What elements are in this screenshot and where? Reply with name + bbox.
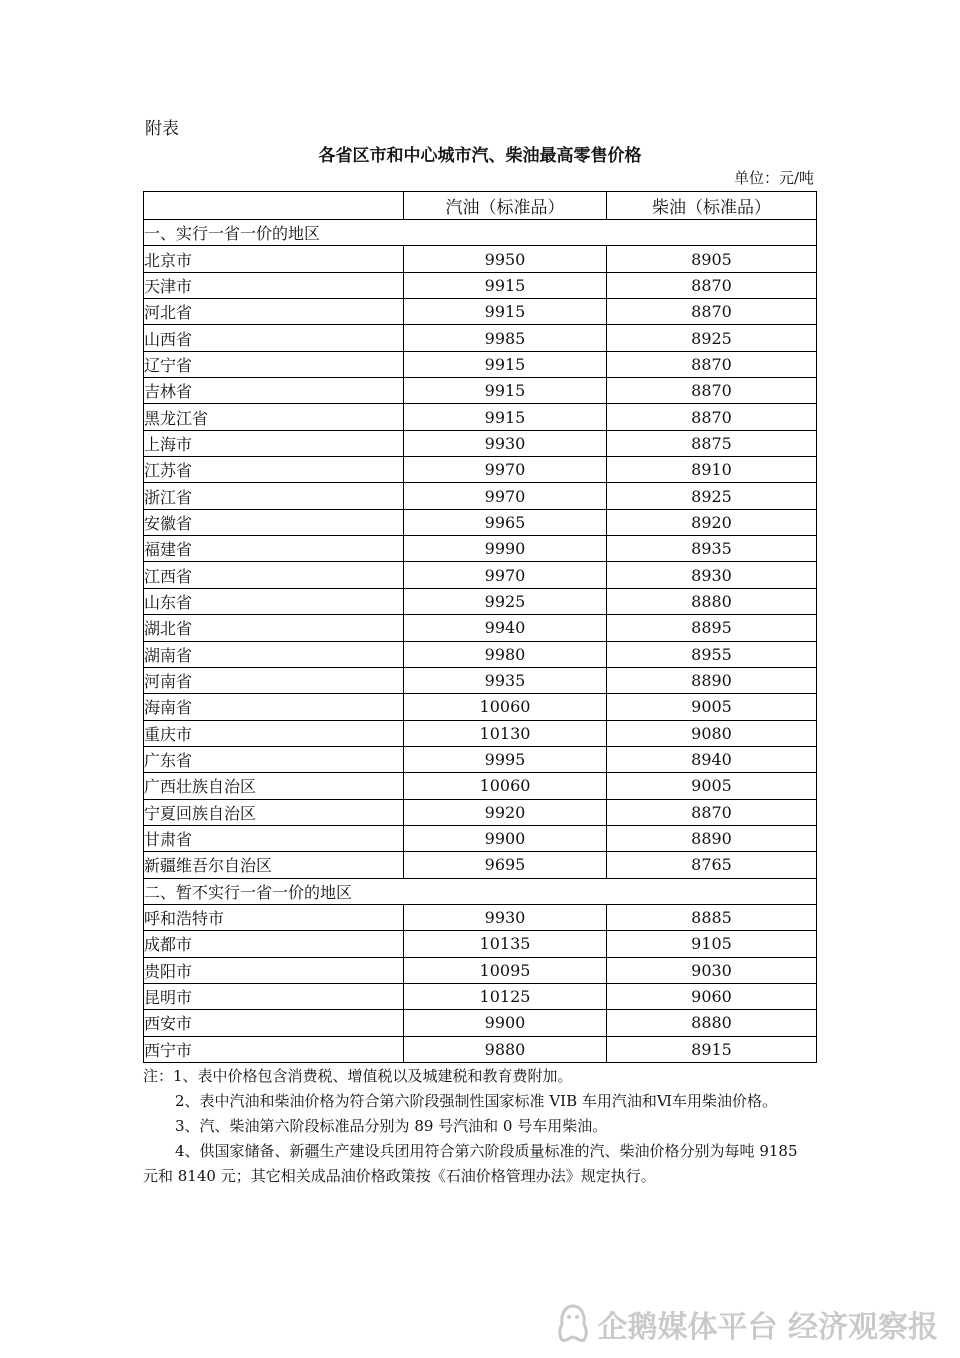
gasoline-price-cell: 9995 <box>404 746 607 772</box>
table-row <box>144 983 817 1009</box>
diesel-price-cell: 8925 <box>607 325 817 351</box>
diesel-price-cell: 8870 <box>607 299 817 325</box>
diesel-price-cell: 8955 <box>607 641 817 667</box>
section-heading-row <box>144 220 817 246</box>
watermark <box>556 1302 938 1346</box>
diesel-price-cell: 8870 <box>607 404 817 430</box>
table-header-row <box>144 192 817 220</box>
table-body <box>144 220 817 1063</box>
table-row <box>144 588 817 614</box>
section-heading-row <box>144 878 817 904</box>
region-cell: 吉林省 <box>144 378 404 404</box>
region-cell: 北京市 <box>144 246 404 272</box>
table-row <box>144 746 817 772</box>
table-row <box>144 1036 817 1062</box>
note-1: 注：1、表中价格包含消费税、增值税以及城建税和教育费附加。 <box>143 1067 573 1085</box>
table-row <box>144 509 817 535</box>
table-row <box>144 272 817 298</box>
region-cell: 呼和浩特市 <box>144 904 404 930</box>
table-row <box>144 720 817 746</box>
document-title: 各省区市和中心城市汽、柴油最高零售价格 <box>318 146 642 166</box>
diesel-price-cell: 8895 <box>607 615 817 641</box>
gasoline-price-cell: 9940 <box>404 615 607 641</box>
region-cell: 西宁市 <box>144 1036 404 1062</box>
diesel-price-cell: 8870 <box>607 378 817 404</box>
gasoline-price-cell: 9925 <box>404 588 607 614</box>
gasoline-price-cell: 9915 <box>404 351 607 377</box>
gasoline-price-cell: 9915 <box>404 299 607 325</box>
table-row <box>144 562 817 588</box>
diesel-price-cell: 8915 <box>607 1036 817 1062</box>
gasoline-price-cell: 9970 <box>404 457 607 483</box>
gasoline-price-cell: 9935 <box>404 667 607 693</box>
gasoline-price-cell: 10135 <box>404 931 607 957</box>
table-row <box>144 351 817 377</box>
note-2: 2、表中汽油和柴油价格为符合第六阶段强制性国家标准 VIB 车用汽油和Ⅵ车用柴油价格。 <box>175 1092 777 1110</box>
gasoline-price-cell: 9930 <box>404 904 607 930</box>
region-cell: 湖南省 <box>144 641 404 667</box>
gasoline-price-cell: 9695 <box>404 852 607 878</box>
table-row <box>144 799 817 825</box>
region-cell: 上海市 <box>144 430 404 456</box>
gasoline-price-cell: 9900 <box>404 825 607 851</box>
region-cell: 湖北省 <box>144 615 404 641</box>
table-row <box>144 1010 817 1036</box>
region-cell: 江苏省 <box>144 457 404 483</box>
region-cell: 江西省 <box>144 562 404 588</box>
appendix-label: 附表 <box>145 119 179 139</box>
region-cell: 福建省 <box>144 536 404 562</box>
penguin-logo-icon <box>556 1304 590 1344</box>
region-cell: 广东省 <box>144 746 404 772</box>
diesel-price-cell: 8880 <box>607 1010 817 1036</box>
region-cell: 新疆维吾尔自治区 <box>144 852 404 878</box>
diesel-price-cell: 8920 <box>607 509 817 535</box>
gasoline-price-cell: 9985 <box>404 325 607 351</box>
diesel-price-cell: 9005 <box>607 694 817 720</box>
table-row <box>144 904 817 930</box>
diesel-price-cell: 8870 <box>607 799 817 825</box>
notes <box>143 1064 816 1189</box>
gasoline-price-cell: 9915 <box>404 272 607 298</box>
diesel-price-cell: 8765 <box>607 852 817 878</box>
table-row <box>144 378 817 404</box>
section-heading: 一、实行一省一价的地区 <box>144 220 817 246</box>
diesel-price-cell: 8885 <box>607 904 817 930</box>
region-cell: 重庆市 <box>144 720 404 746</box>
diesel-price-cell: 9080 <box>607 720 817 746</box>
gasoline-price-cell: 9880 <box>404 1036 607 1062</box>
section-heading: 二、暂不实行一省一价的地区 <box>144 878 817 904</box>
unit-label: 单位：元/吨 <box>733 169 814 187</box>
region-cell: 河北省 <box>144 299 404 325</box>
diesel-price-cell: 8870 <box>607 272 817 298</box>
gasoline-price-cell: 9950 <box>404 246 607 272</box>
table-row <box>144 246 817 272</box>
region-cell: 成都市 <box>144 931 404 957</box>
region-cell: 安徽省 <box>144 509 404 535</box>
gasoline-price-cell: 9980 <box>404 641 607 667</box>
table-row <box>144 299 817 325</box>
region-cell: 山西省 <box>144 325 404 351</box>
gasoline-price-cell: 9965 <box>404 509 607 535</box>
table-row <box>144 852 817 878</box>
region-cell: 山东省 <box>144 588 404 614</box>
diesel-price-cell: 8880 <box>607 588 817 614</box>
region-cell: 广西壮族自治区 <box>144 773 404 799</box>
region-cell: 贵阳市 <box>144 957 404 983</box>
diesel-price-cell: 8940 <box>607 746 817 772</box>
region-cell: 昆明市 <box>144 983 404 1009</box>
header-gasoline: 汽油（标准品） <box>404 192 607 220</box>
diesel-price-cell: 8875 <box>607 430 817 456</box>
gasoline-price-cell: 9915 <box>404 378 607 404</box>
diesel-price-cell: 8890 <box>607 825 817 851</box>
gasoline-price-cell: 9920 <box>404 799 607 825</box>
table-row <box>144 641 817 667</box>
table-row <box>144 825 817 851</box>
gasoline-price-cell: 10060 <box>404 773 607 799</box>
gasoline-price-cell: 10125 <box>404 983 607 1009</box>
header-region <box>144 192 404 220</box>
table-row <box>144 694 817 720</box>
region-cell: 浙江省 <box>144 483 404 509</box>
diesel-price-cell: 8870 <box>607 351 817 377</box>
diesel-price-cell: 9005 <box>607 773 817 799</box>
gasoline-price-cell: 10130 <box>404 720 607 746</box>
note-3: 3、汽、柴油第六阶段标准品分别为 89 号汽油和 0 号车用柴油。 <box>175 1117 608 1135</box>
table-row <box>144 404 817 430</box>
region-cell: 海南省 <box>144 694 404 720</box>
table-row <box>144 430 817 456</box>
price-table <box>143 191 817 1063</box>
gasoline-price-cell: 9970 <box>404 483 607 509</box>
region-cell: 天津市 <box>144 272 404 298</box>
gasoline-price-cell: 9915 <box>404 404 607 430</box>
table-row <box>144 457 817 483</box>
region-cell: 河南省 <box>144 667 404 693</box>
header-diesel: 柴油（标准品） <box>607 192 817 220</box>
region-cell: 西安市 <box>144 1010 404 1036</box>
diesel-price-cell: 8910 <box>607 457 817 483</box>
diesel-price-cell: 9030 <box>607 957 817 983</box>
table-row <box>144 931 817 957</box>
diesel-price-cell: 9105 <box>607 931 817 957</box>
note-4: 4、供国家储备、新疆生产建设兵团用符合第六阶段质量标准的汽、柴油价格分别为每吨 9185 元和 8140 元；其它相关成品油价格政策按《石油价格管理办法》规定执行。 <box>143 1142 798 1185</box>
table-row <box>144 773 817 799</box>
gasoline-price-cell: 9990 <box>404 536 607 562</box>
region-cell: 辽宁省 <box>144 351 404 377</box>
table-row <box>144 615 817 641</box>
diesel-price-cell: 9060 <box>607 983 817 1009</box>
gasoline-price-cell: 10060 <box>404 694 607 720</box>
table-row <box>144 483 817 509</box>
table-row <box>144 536 817 562</box>
gasoline-price-cell: 9970 <box>404 562 607 588</box>
gasoline-price-cell: 10095 <box>404 957 607 983</box>
diesel-price-cell: 8935 <box>607 536 817 562</box>
table-row <box>144 667 817 693</box>
gasoline-price-cell: 9900 <box>404 1010 607 1036</box>
diesel-price-cell: 8925 <box>607 483 817 509</box>
diesel-price-cell: 8905 <box>607 246 817 272</box>
diesel-price-cell: 8930 <box>607 562 817 588</box>
watermark-text: 企鹅媒体平台 经济观察报 <box>597 1310 938 1345</box>
gasoline-price-cell: 9930 <box>404 430 607 456</box>
region-cell: 甘肃省 <box>144 825 404 851</box>
table-row <box>144 957 817 983</box>
table-row <box>144 325 817 351</box>
region-cell: 宁夏回族自治区 <box>144 799 404 825</box>
region-cell: 黑龙江省 <box>144 404 404 430</box>
diesel-price-cell: 8890 <box>607 667 817 693</box>
